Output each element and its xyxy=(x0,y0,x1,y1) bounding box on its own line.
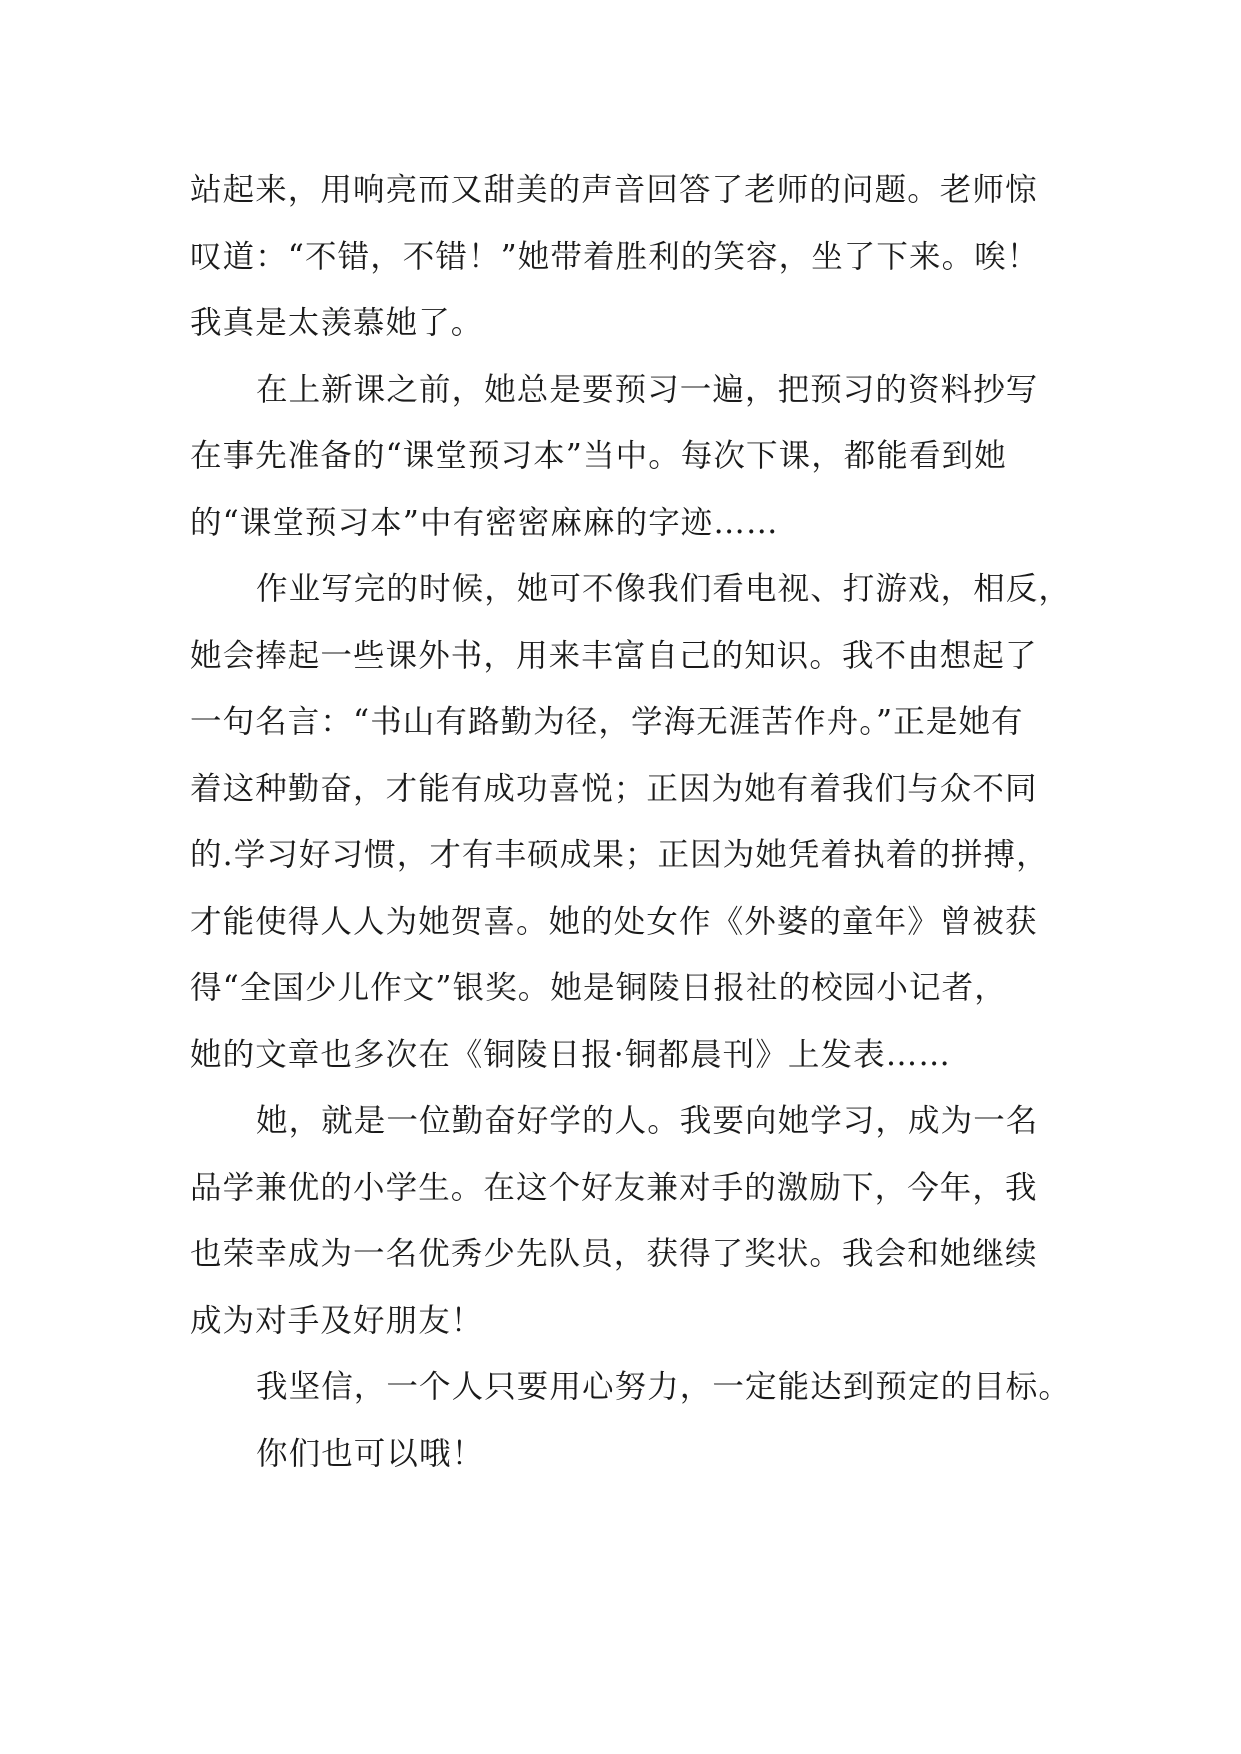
text-line: 得“全国少儿作文”银奖。她是铜陵日报社的校园小记者， xyxy=(190,970,1007,1006)
text-line: 她会捧起一些课外书，用来丰富自己的知识。我不由想起了 xyxy=(190,637,1038,674)
text-line: 站起来，用响亮而又甜美的声音回答了老师的问题。老师惊 xyxy=(190,172,1038,208)
text-line: 她，就是一位勤奋好学的人。我要向她学习，成为一名 xyxy=(256,1103,1039,1139)
text-line: 成为对手及好朋友！ xyxy=(190,1302,484,1339)
text-line: 叹道：“不错，不错！”她带着胜利的笑容，坐了下来。唉！ xyxy=(190,238,1040,275)
text-line: 作业写完的时候，她可不像我们看电视、打游戏，相反， xyxy=(256,571,1072,607)
text-line: 的.学习好习惯，才有丰硕成果；正因为她凭着执着的拼搏， xyxy=(190,837,1049,873)
text-line: 在事先准备的“课堂预习本”当中。每次下课，都能看到她 xyxy=(190,438,1007,474)
text-line: 我真是太羡慕她了。 xyxy=(190,305,484,341)
text-line: 品学兼优的小学生。在这个好友兼对手的激励下，今年，我 xyxy=(190,1169,1038,1206)
text-line: 的“课堂预习本”中有密密麻麻的字迹…… xyxy=(190,504,779,541)
text-line: 一句名言：“书山有路勤为径，学海无涯苦作舟。”正是她有 xyxy=(190,704,1024,740)
text-line: 着这种勤奋，才能有成功喜悦；正因为她有着我们与众不同 xyxy=(190,770,1038,807)
essay-body xyxy=(190,157,1070,1487)
text-line: 我坚信，一个人只要用心努力，一定能达到预定的目标。 xyxy=(256,1369,1072,1405)
text-line: 她的文章也多次在《铜陵日报·铜都晨刊》上发表…… xyxy=(190,1036,951,1073)
text-line: 也荣幸成为一名优秀少先队员，获得了奖状。我会和她继续 xyxy=(190,1236,1038,1272)
text-line: 才能使得人人为她贺喜。她的处女作《外婆的童年》曾被获 xyxy=(190,903,1038,940)
text-line: 你们也可以哦！ xyxy=(256,1435,485,1472)
text-line: 在上新课之前，她总是要预习一遍，把预习的资料抄写 xyxy=(256,371,1039,408)
